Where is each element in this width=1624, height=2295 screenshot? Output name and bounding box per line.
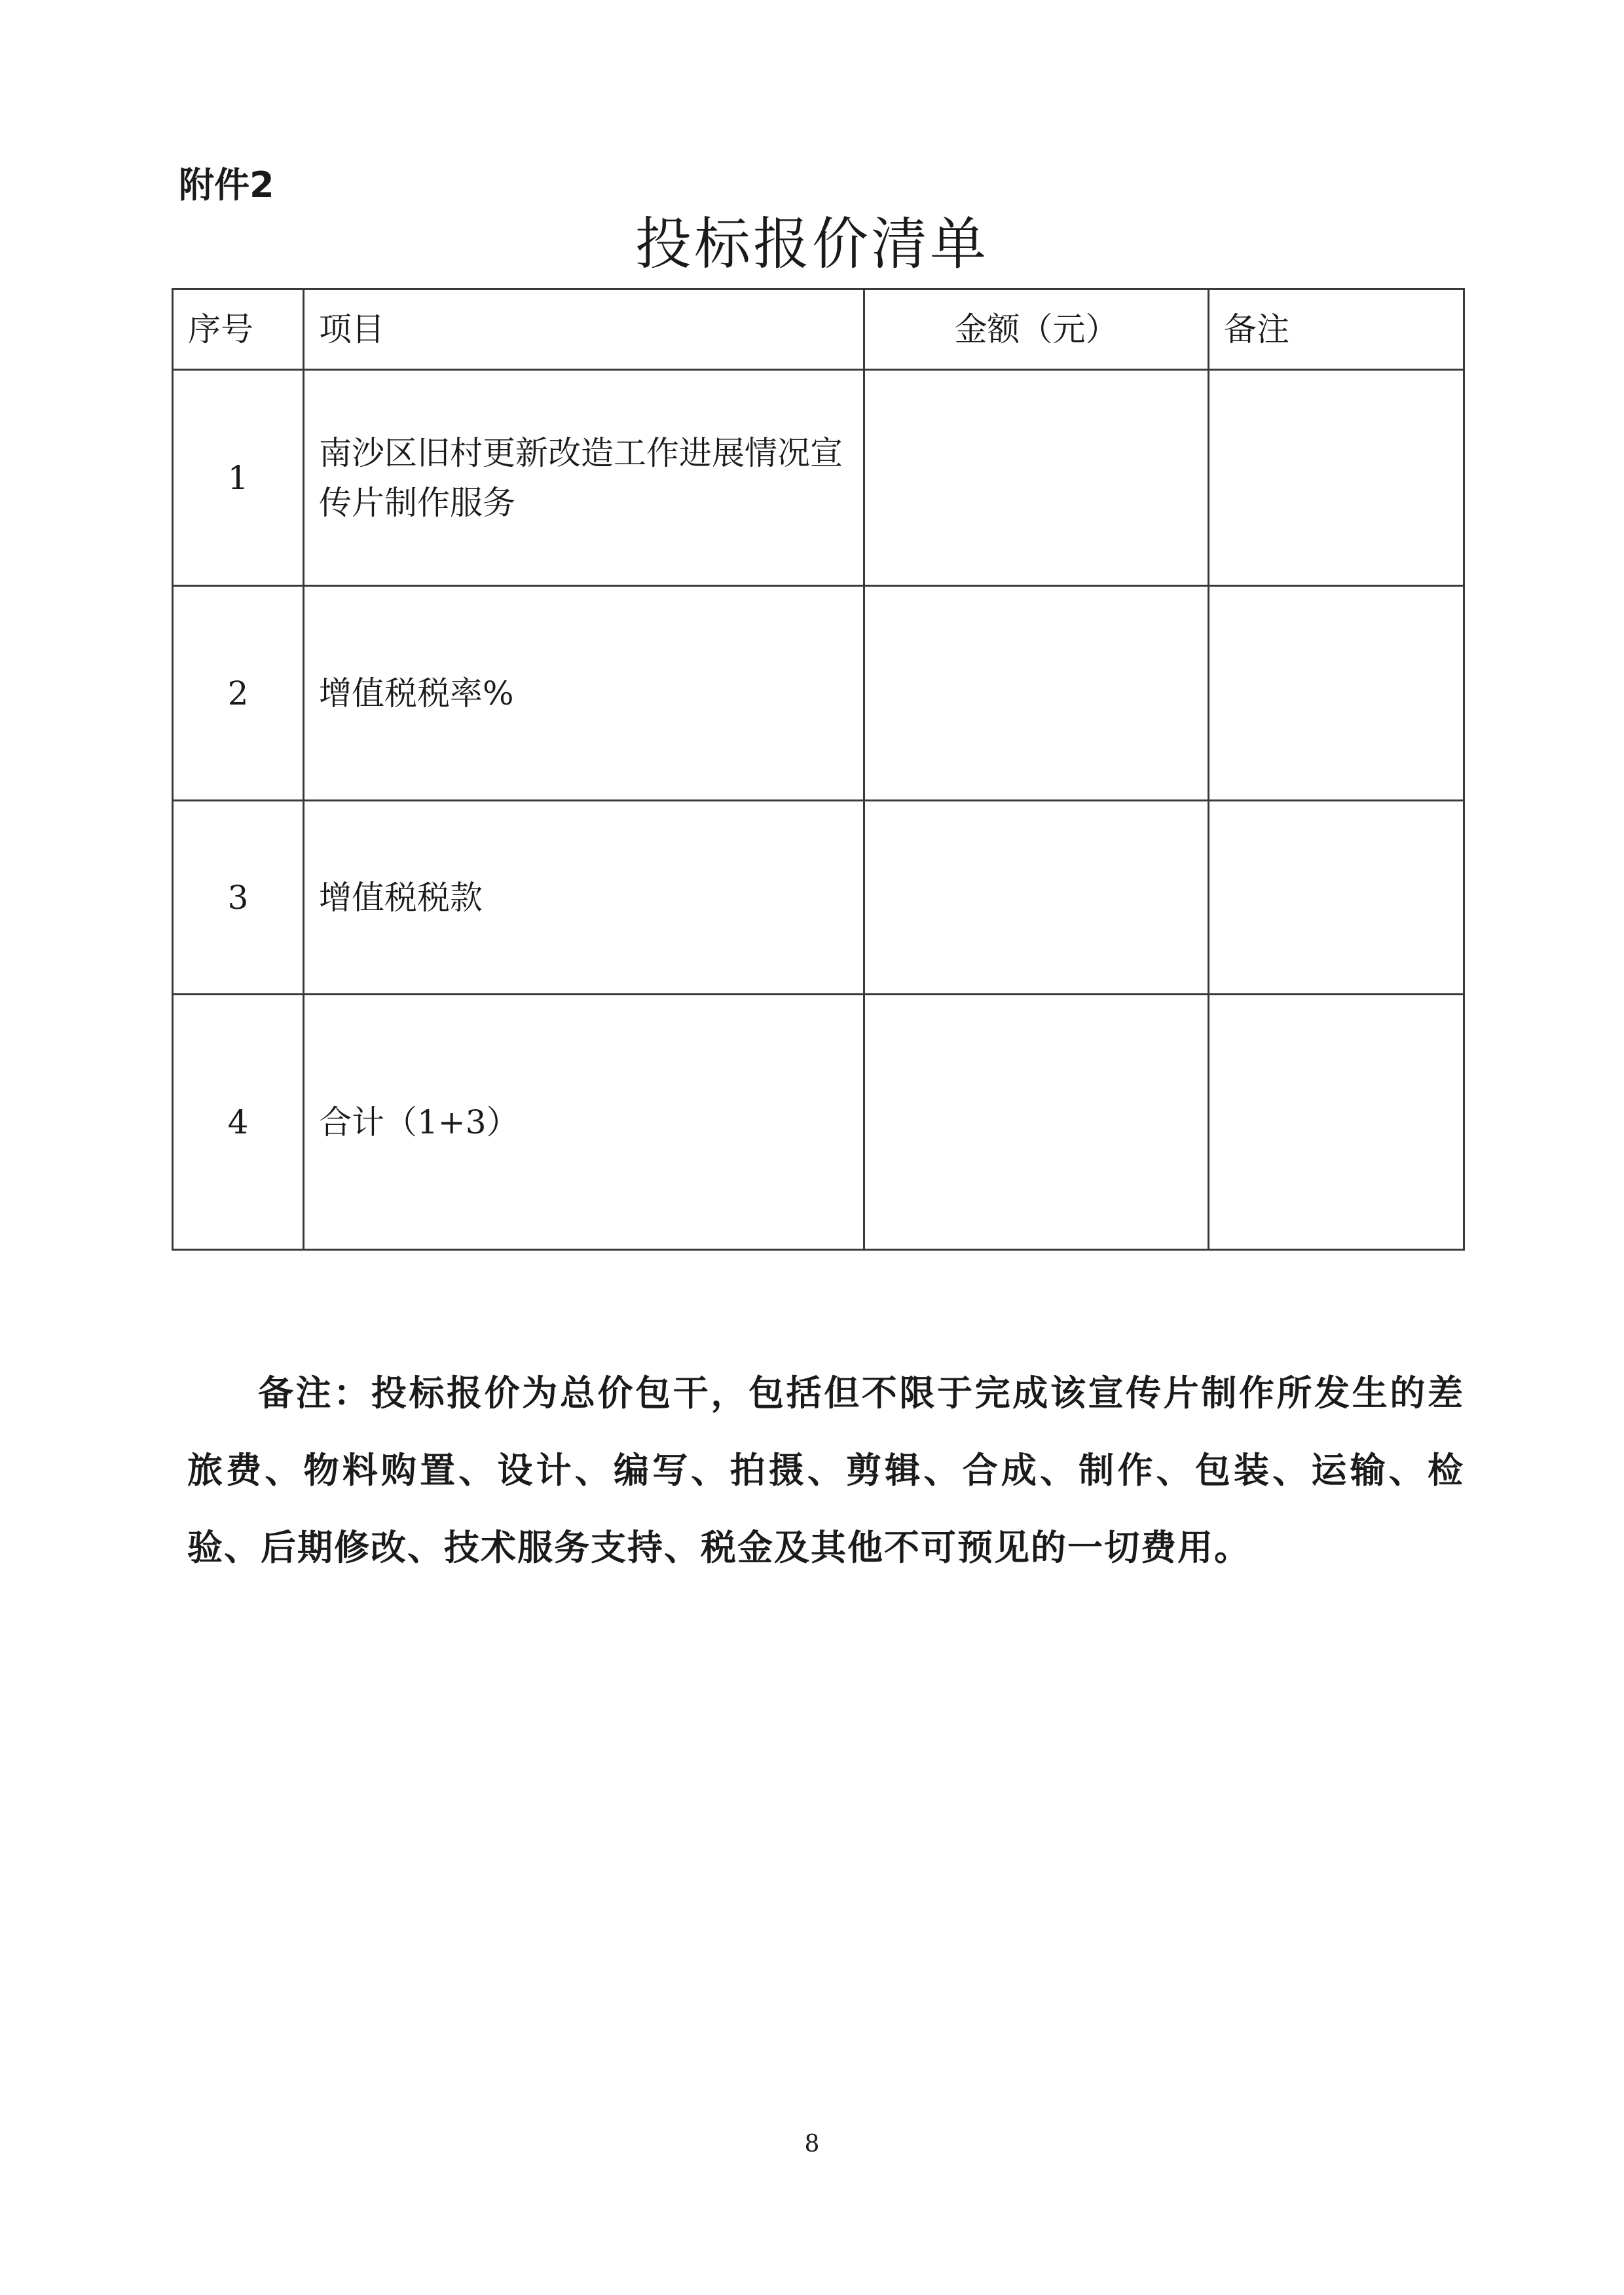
table-row	[173, 801, 1464, 995]
row-seq: 1	[173, 370, 304, 586]
row-seq: 4	[173, 995, 304, 1250]
row-amount	[864, 586, 1209, 801]
row-item: 增值税税率%	[304, 586, 864, 801]
table-header-row	[173, 289, 1464, 370]
table-row	[173, 995, 1464, 1250]
table-row	[173, 586, 1464, 801]
header-item: 项目	[304, 289, 864, 370]
header-seq: 序号	[173, 289, 304, 370]
document-title: 投标报价清单	[635, 211, 989, 277]
row-amount	[864, 801, 1209, 995]
row-item: 增值税税款	[304, 801, 864, 995]
row-item: 合计（1+3）	[304, 995, 864, 1250]
table-row	[173, 370, 1464, 586]
attachment-label: 附件2	[179, 164, 274, 206]
row-note	[1209, 801, 1464, 995]
row-item: 南沙区旧村更新改造工作进展情况宣传片制作服务	[304, 370, 864, 586]
row-note	[1209, 370, 1464, 586]
remark-paragraph: 备注：投标报价为总价包干，包括但不限于完成该宣传片制作所发生的差旅费、物料购置、设计、编写、拍摄、剪辑、合成、制作、包装、运输、检验、后期修改、技术服务支持、税金及其他不可预见的一切费用。	[187, 1372, 1464, 1568]
row-note	[1209, 586, 1464, 801]
row-amount	[864, 370, 1209, 586]
row-note	[1209, 995, 1464, 1250]
row-seq: 2	[173, 586, 304, 801]
header-note: 备注	[1209, 289, 1464, 370]
header-amount: 金额（元）	[864, 289, 1209, 370]
row-amount	[864, 995, 1209, 1250]
row-seq: 3	[173, 801, 304, 995]
quote-table	[172, 288, 1465, 1251]
page-number: 8	[804, 2131, 820, 2157]
